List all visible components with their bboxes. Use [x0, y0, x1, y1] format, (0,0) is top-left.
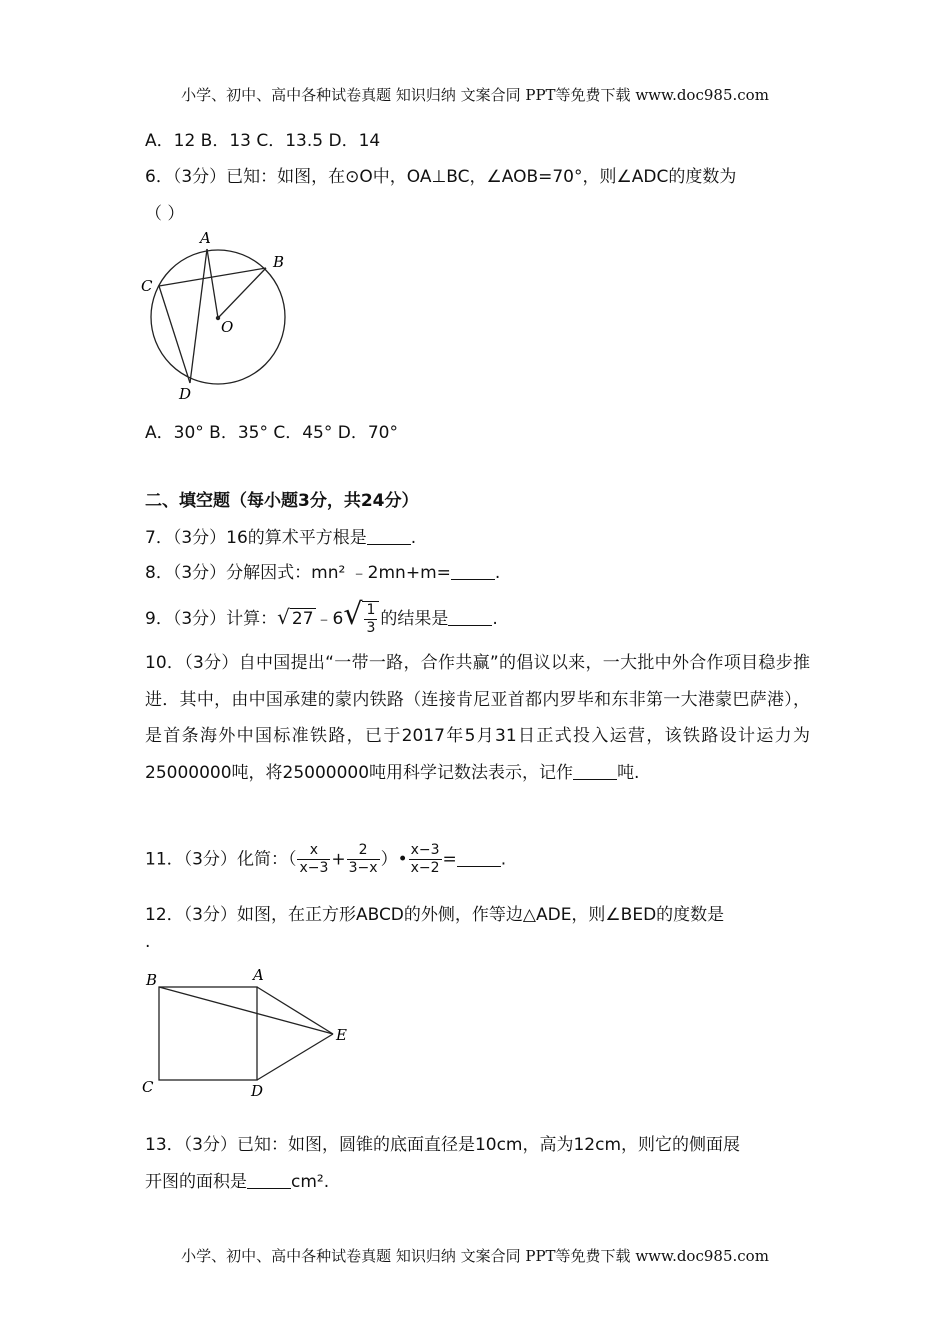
q6-stem: 6．（3分）已知：如图，在⊙O中，OA⊥BC，∠AOB=70°，则∠ADC的度数为 — [145, 167, 737, 187]
label-b: B — [273, 253, 285, 271]
q5-options: A．12 B．13 C．13.5 D．14 — [145, 131, 381, 151]
label-e: E — [336, 1026, 347, 1044]
label-c: C — [142, 1078, 154, 1096]
q13-blank[interactable] — [247, 1172, 291, 1189]
q9-text: 9．（3分）计算： — [145, 609, 278, 629]
q9-mid: ﹣6 — [315, 609, 344, 629]
label-o: O — [221, 318, 234, 336]
q7-text: 7．（3分）16的算术平方根是 — [145, 528, 367, 548]
q11-f1-den: x−3 — [299, 860, 329, 876]
q11-f3-den: x−2 — [410, 860, 440, 876]
chord-ad — [190, 249, 207, 383]
q7-end: . — [410, 528, 417, 548]
q11-f2-num: 2 — [347, 842, 380, 860]
q13-line1: 13．（3分）已知：如图，圆锥的底面直径是10cm，高为12cm，则它的侧面展 — [145, 1135, 741, 1155]
q13-line2 — [145, 1167, 329, 1192]
label-b: B — [146, 971, 158, 989]
label-a: A — [253, 966, 264, 984]
q11-plus: + — [331, 849, 346, 870]
q10 — [145, 645, 810, 791]
q11-blank[interactable] — [457, 850, 501, 867]
q6-paren: （ ） — [145, 204, 185, 224]
q10-blank[interactable] — [573, 763, 617, 780]
segment-be — [159, 987, 333, 1034]
q8-end: . — [494, 563, 501, 583]
segment-oa — [207, 249, 218, 318]
page-footer: 小学、初中、高中各种试卷真题 知识归纳 文案合同 PPT等免费下载 www.doc985.com — [181, 1247, 769, 1265]
radical-icon: √ — [343, 597, 363, 632]
q9-blank[interactable] — [448, 609, 492, 626]
q11-end: . — [500, 849, 507, 870]
page-header: 小学、初中、高中各种试卷真题 知识归纳 文案合同 PPT等免费下载 www.doc985.com — [181, 86, 769, 104]
circle-diagram — [135, 225, 300, 405]
q13-text: 开图的面积是 — [145, 1172, 247, 1192]
q9-sqrt27: 27 — [291, 609, 314, 629]
q7-blank[interactable] — [367, 528, 411, 545]
q11-eq: = — [442, 849, 457, 870]
q10-end: 吨. — [617, 762, 640, 783]
q11 — [145, 842, 506, 877]
q8 — [145, 558, 500, 583]
segment-de — [257, 1034, 333, 1080]
q6-options: A．30° B．35° C．45° D．70° — [145, 423, 398, 443]
q8-blank[interactable] — [451, 563, 495, 580]
label-d: D — [179, 385, 192, 403]
q11-f3-num: x−3 — [410, 842, 440, 858]
q10-text: 10．（3分）自中国提出“一带一路，合作共赢”的倡议以来，一大批中外合作项目稳步推进．其中，由中国承建的蒙内铁路（连接肯尼亚首都内罗毕和东非第一大港蒙巴萨港），是首条海外中国标准铁路，已于2017年5月31日正式投入运营，该铁路设计运力为25000000吨，将25000000吨用科学记数法表示，记作 — [145, 653, 810, 783]
radical-icon: √ — [277, 605, 290, 629]
segment-ae — [257, 987, 333, 1034]
q11-frac2 — [347, 842, 380, 877]
label-d: D — [251, 1082, 264, 1100]
q11-text: 11．（3分）化简：（ — [145, 849, 297, 870]
q8-text: 8．（3分）分解因式：mn² ﹣2mn+m= — [145, 563, 451, 583]
q11-frac1 — [297, 842, 330, 877]
q9 — [145, 597, 498, 637]
q11-f2-den: 3−x — [348, 860, 378, 876]
label-a: A — [200, 229, 211, 247]
q9-end: . — [492, 609, 498, 629]
q9-num: 1 — [366, 602, 376, 618]
q12-stem: 12．（3分）如图，在正方形ABCD的外侧，作等边△ADE，则∠BED的度数是 — [145, 905, 725, 925]
q9-den: 3 — [366, 620, 376, 636]
square-abcd — [159, 987, 257, 1080]
label-c: C — [141, 277, 153, 295]
q9-post: 的结果是 — [380, 609, 449, 629]
q11-frac3 — [409, 842, 442, 877]
q11-f1-num: x — [297, 842, 330, 860]
q13-end: cm². — [291, 1172, 330, 1192]
q11-close: ）• — [380, 849, 408, 870]
q7 — [145, 523, 416, 548]
center-dot — [216, 316, 220, 320]
section-title: 二、填空题（每小题3分，共24分） — [145, 491, 419, 511]
square-triangle-diagram — [135, 962, 365, 1102]
q12-line2: . — [145, 932, 151, 952]
q9-frac — [362, 601, 379, 637]
